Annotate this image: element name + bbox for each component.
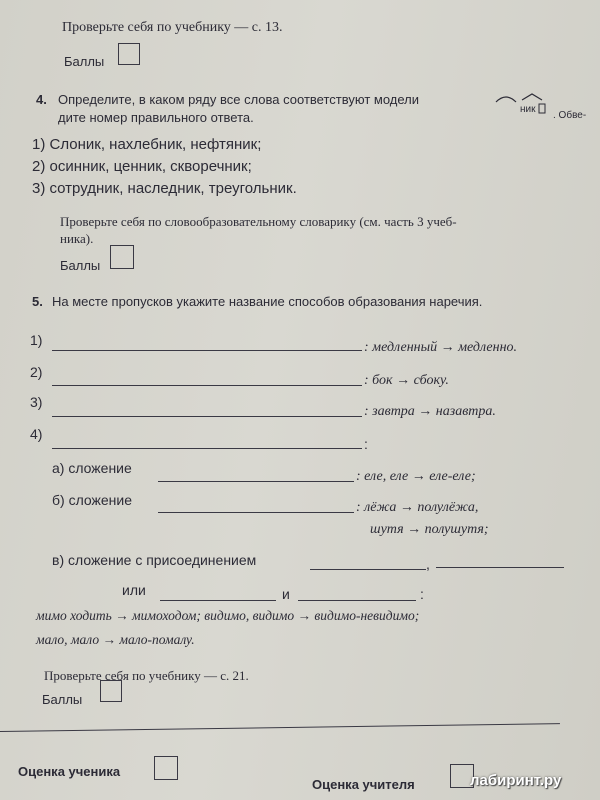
task4-check-line2: ника). <box>60 231 94 246</box>
task4-number: 4. <box>36 92 47 107</box>
task5-sub-c-or: или <box>122 582 146 598</box>
top-check-text: Проверьте себя по учебнику — с. 13. <box>62 20 283 35</box>
task5-sub-c-blank2[interactable] <box>436 567 564 568</box>
footer-divider <box>0 723 560 732</box>
task5-sub-b-example1: : лёжа → полулёжа, <box>356 500 479 515</box>
task5-sub-b-example2: шутя → полушутя; <box>370 522 489 537</box>
watermark: лабиринт.ру <box>470 772 562 789</box>
task5-item1-example: : медленный → медленно. <box>364 340 518 355</box>
task5-item3-example: : завтра → назавтра. <box>364 404 496 419</box>
task5-item4-num: 4) <box>30 426 43 442</box>
task5-sub-a-example: : еле, еле → еле-еле; <box>356 469 476 484</box>
task5-sub-c-line1: мимо ходить → мимоходом; видимо, видимо → видимо-невидимо; <box>36 608 420 623</box>
top-score-label: Баллы <box>64 54 105 69</box>
task5-sub-c-blank1[interactable] <box>310 569 426 570</box>
task5-sub-b-blank[interactable] <box>158 512 354 513</box>
task5-item2-example: : бок → сбоку. <box>364 373 449 388</box>
task5-item1-num: 1) <box>30 332 43 348</box>
task5-sub-b-label: б) сложение <box>52 492 133 508</box>
task5-sub-c-line2: мало, мало → мало-помалу. <box>36 632 195 647</box>
task4-option-3: 3) сотрудник, наследник, треугольник. <box>32 180 297 197</box>
task5-sub-c-blank3[interactable] <box>160 600 276 601</box>
task4-prompt-tail: . Обве- <box>553 110 587 121</box>
task4-option-1: 1) Слоник, нахлебник, нефтяник; <box>32 136 262 153</box>
student-grade-box[interactable] <box>154 756 178 780</box>
task5-prompt: На месте пропусков укажите название способов образования наречия. <box>52 294 483 309</box>
task5-score-box[interactable] <box>100 680 122 702</box>
task5-sub-a-label: а) сложение <box>52 460 132 476</box>
word-model-icon <box>492 88 552 116</box>
task5-sub-c-colon: : <box>420 586 424 602</box>
task4-score-label: Баллы <box>60 258 101 273</box>
task5-item3-blank[interactable] <box>52 416 362 417</box>
task5-check-text: Проверьте себя по учебнику — с. 21. <box>44 668 249 683</box>
teacher-grade-label: Оценка учителя <box>312 777 415 792</box>
task5-item4-colon: : <box>364 436 368 452</box>
task5-sub-c-and: и <box>282 586 290 602</box>
task5-item2-num: 2) <box>30 364 43 380</box>
task4-option-2: 2) осинник, ценник, скворечник; <box>32 158 252 175</box>
task5-sub-a-blank[interactable] <box>158 481 354 482</box>
task4-check-line1: Проверьте себя по словообразовательному словарику (см. часть 3 учеб- <box>60 214 457 229</box>
task5-number: 5. <box>32 294 43 309</box>
task5-item4-blank[interactable] <box>52 448 362 449</box>
task5-item2-blank[interactable] <box>52 385 362 386</box>
task5-score-label: Баллы <box>42 692 83 707</box>
task5-sub-c-label: в) сложение с присоединением <box>52 552 257 568</box>
model-suffix: ник <box>520 104 536 115</box>
task4-prompt-line2: дите номер правильного ответа. <box>58 110 254 125</box>
student-grade-label: Оценка ученика <box>18 764 121 779</box>
top-score-box[interactable] <box>118 43 140 65</box>
task5-sub-c-comma: , <box>426 556 430 572</box>
task5-sub-c-blank4[interactable] <box>298 600 416 601</box>
task5-item3-num: 3) <box>30 394 43 410</box>
task4-prompt-line1: Определите, в каком ряду все слова соответствуют модели <box>58 92 419 107</box>
task5-item1-blank[interactable] <box>52 350 362 351</box>
task4-score-box[interactable] <box>110 245 134 269</box>
